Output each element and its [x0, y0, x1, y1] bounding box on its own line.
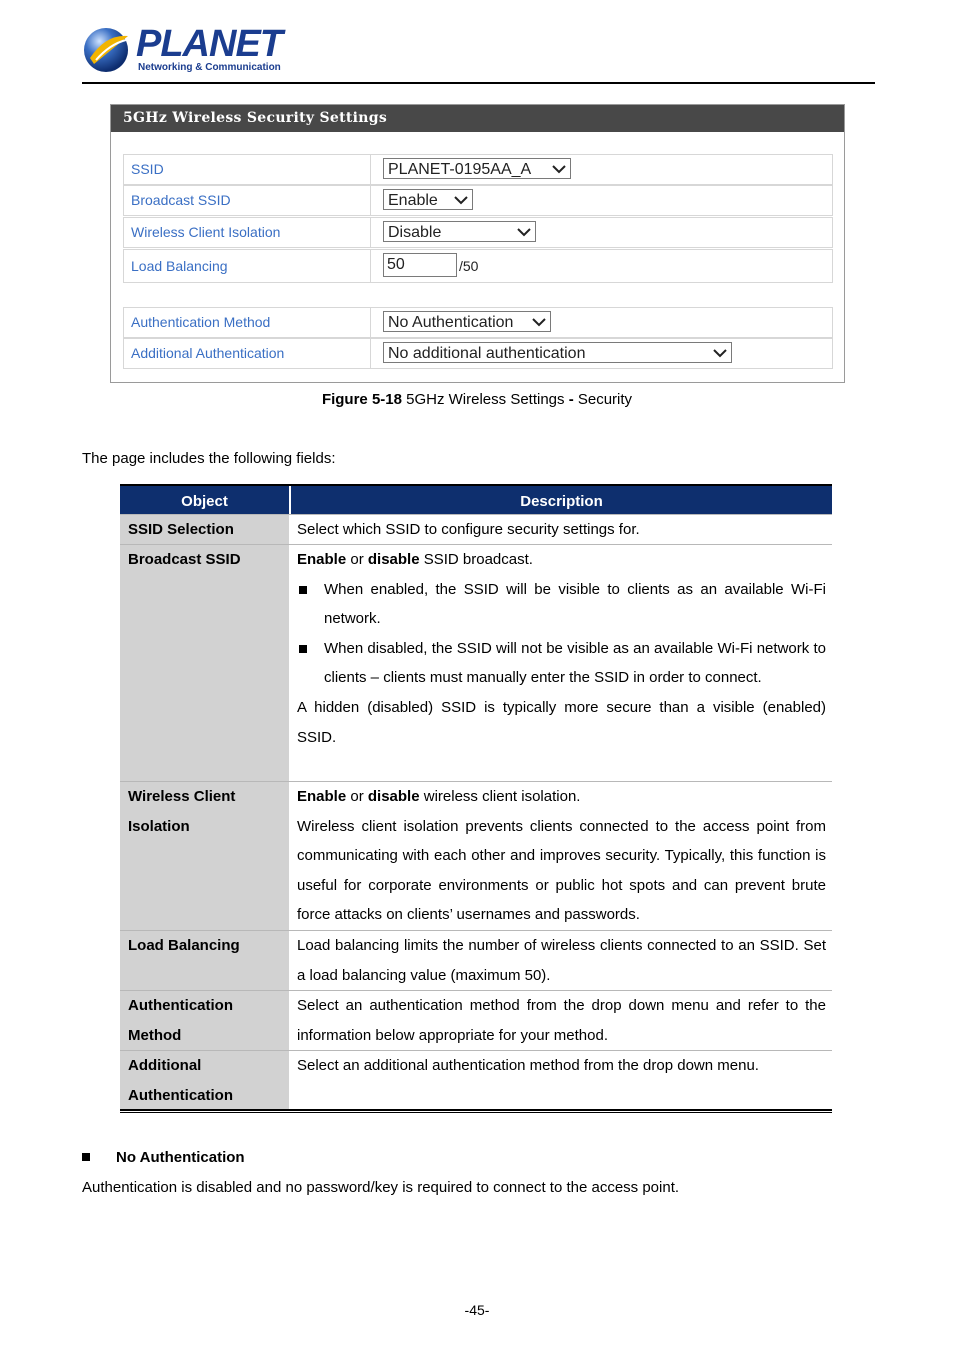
bullet-square-icon: [82, 1153, 90, 1161]
figure-number: Figure 5-18: [321, 391, 402, 408]
description-cell: Load balancing limits the number of wireless clients connected to an SSID. Set a load balancing value (maximum 50).: [297, 937, 826, 984]
table-header: [120, 484, 832, 514]
auth-method-row: [123, 307, 833, 338]
load-balancing-input[interactable]: 50: [383, 253, 457, 277]
description-cell: Select which SSID to configure security settings for.: [297, 521, 640, 538]
text-rest: wireless client isolation.: [419, 788, 581, 805]
object-cell: Additional Authentication: [120, 1051, 289, 1111]
text-or: or: [346, 551, 368, 568]
broadcast-ssid-label: Broadcast SSID: [124, 186, 371, 215]
object-cell: Broadcast SSID: [120, 545, 289, 782]
load-balancing-max: /50: [459, 258, 479, 274]
section-text: Authentication is disabled and no password/key is required to connect to the access point.: [82, 1179, 680, 1196]
description-cell: [291, 782, 832, 930]
description-note: A hidden (disabled) SSID is typically more secure than a visible (enabled) SSID.: [297, 698, 826, 746]
table-bottom-rule: [120, 1109, 832, 1113]
object-cell: Authentication Method: [120, 991, 289, 1051]
table-row: [120, 544, 832, 782]
chevron-down-icon: [517, 226, 531, 238]
bullet-item: When enabled, the SSID will be visible to clients as an available Wi-Fi network.: [297, 575, 826, 634]
caption-dash: -: [568, 391, 574, 408]
bullet-item: When disabled, the SSID will not be visible as an available Wi-Fi network to clients – clients must manually enter the SSID in order to connect.: [297, 634, 826, 693]
description-cell: Select an authentication method from the drop down menu and refer to the information below appropriate for your method.: [297, 997, 826, 1044]
object-cell: SSID Selection: [120, 515, 289, 545]
load-balancing-row: [123, 249, 833, 283]
additional-auth-row: [123, 338, 833, 369]
section-heading-text: No Authentication: [116, 1149, 245, 1166]
client-isolation-select[interactable]: [383, 221, 536, 242]
bold-enable: Enable: [297, 788, 347, 805]
globe-icon: [82, 24, 132, 74]
planet-logo: [82, 24, 282, 78]
chevron-down-icon: [552, 163, 566, 175]
chevron-down-icon: [454, 194, 468, 206]
chevron-down-icon: [532, 316, 546, 328]
chevron-down-icon: [713, 347, 727, 359]
logo-subtitle: Networking & Communication: [138, 62, 281, 73]
security-settings-panel: [110, 104, 845, 383]
table-row: [120, 1050, 832, 1111]
client-isolation-label: Wireless Client Isolation: [124, 218, 371, 247]
panel-title: 5GHz Wireless Security Settings: [111, 105, 844, 132]
description-note: Wireless client isolation prevents clients connected to the access point from communicating with each other and improves security. Typically, this function is useful for corporate environments or public hot spots and can prevent brute force attacks on clients’ usernames and passwords.: [297, 817, 826, 924]
table-row: [120, 514, 832, 545]
auth-method-label: Authentication Method: [124, 308, 371, 337]
table-row: [120, 781, 832, 931]
bold-disable: disable: [367, 788, 420, 805]
header-description: Description: [520, 493, 603, 510]
client-isolation-value: Disable: [388, 224, 442, 241]
bold-enable: Enable: [297, 551, 347, 568]
text-or: or: [346, 788, 368, 805]
intro-text: The page includes the following fields:: [82, 450, 336, 467]
broadcast-ssid-value: Enable: [388, 192, 438, 209]
table-row: [120, 930, 832, 991]
ssid-label: SSID: [124, 155, 371, 184]
additional-auth-select[interactable]: [383, 342, 732, 363]
object-cell: Wireless Client Isolation: [120, 782, 289, 931]
object-cell: Load Balancing: [120, 931, 289, 991]
description-line: [297, 782, 826, 812]
ssid-select-value: PLANET-0195AA_A: [388, 161, 532, 178]
caption-text-2: Security: [573, 391, 633, 408]
ssid-row: [123, 154, 833, 185]
description-cell: [291, 545, 832, 752]
client-isolation-row: [123, 217, 833, 248]
figure-caption: [0, 390, 954, 410]
logo-text: PLANET: [136, 23, 282, 65]
caption-text-1: 5GHz Wireless Settings: [401, 391, 569, 408]
text-rest: SSID broadcast.: [419, 551, 533, 568]
section-heading: [82, 1148, 245, 1168]
header-rule: [82, 82, 875, 84]
description-line: [297, 545, 826, 575]
page-number: -45-: [464, 1302, 490, 1318]
auth-method-value: No Authentication: [388, 314, 514, 331]
broadcast-ssid-select[interactable]: [383, 189, 473, 210]
additional-auth-label: Additional Authentication: [124, 339, 371, 368]
header-object: Object: [181, 493, 228, 510]
additional-auth-value: No additional authentication: [388, 345, 586, 362]
description-cell: Select an additional authentication method from the drop down menu.: [297, 1057, 759, 1074]
auth-method-select[interactable]: [383, 311, 551, 332]
broadcast-ssid-row: [123, 185, 833, 216]
table-row: [120, 990, 832, 1051]
load-balancing-label: Load Balancing: [124, 250, 371, 282]
ssid-select[interactable]: [383, 158, 571, 179]
bold-disable: disable: [367, 551, 420, 568]
